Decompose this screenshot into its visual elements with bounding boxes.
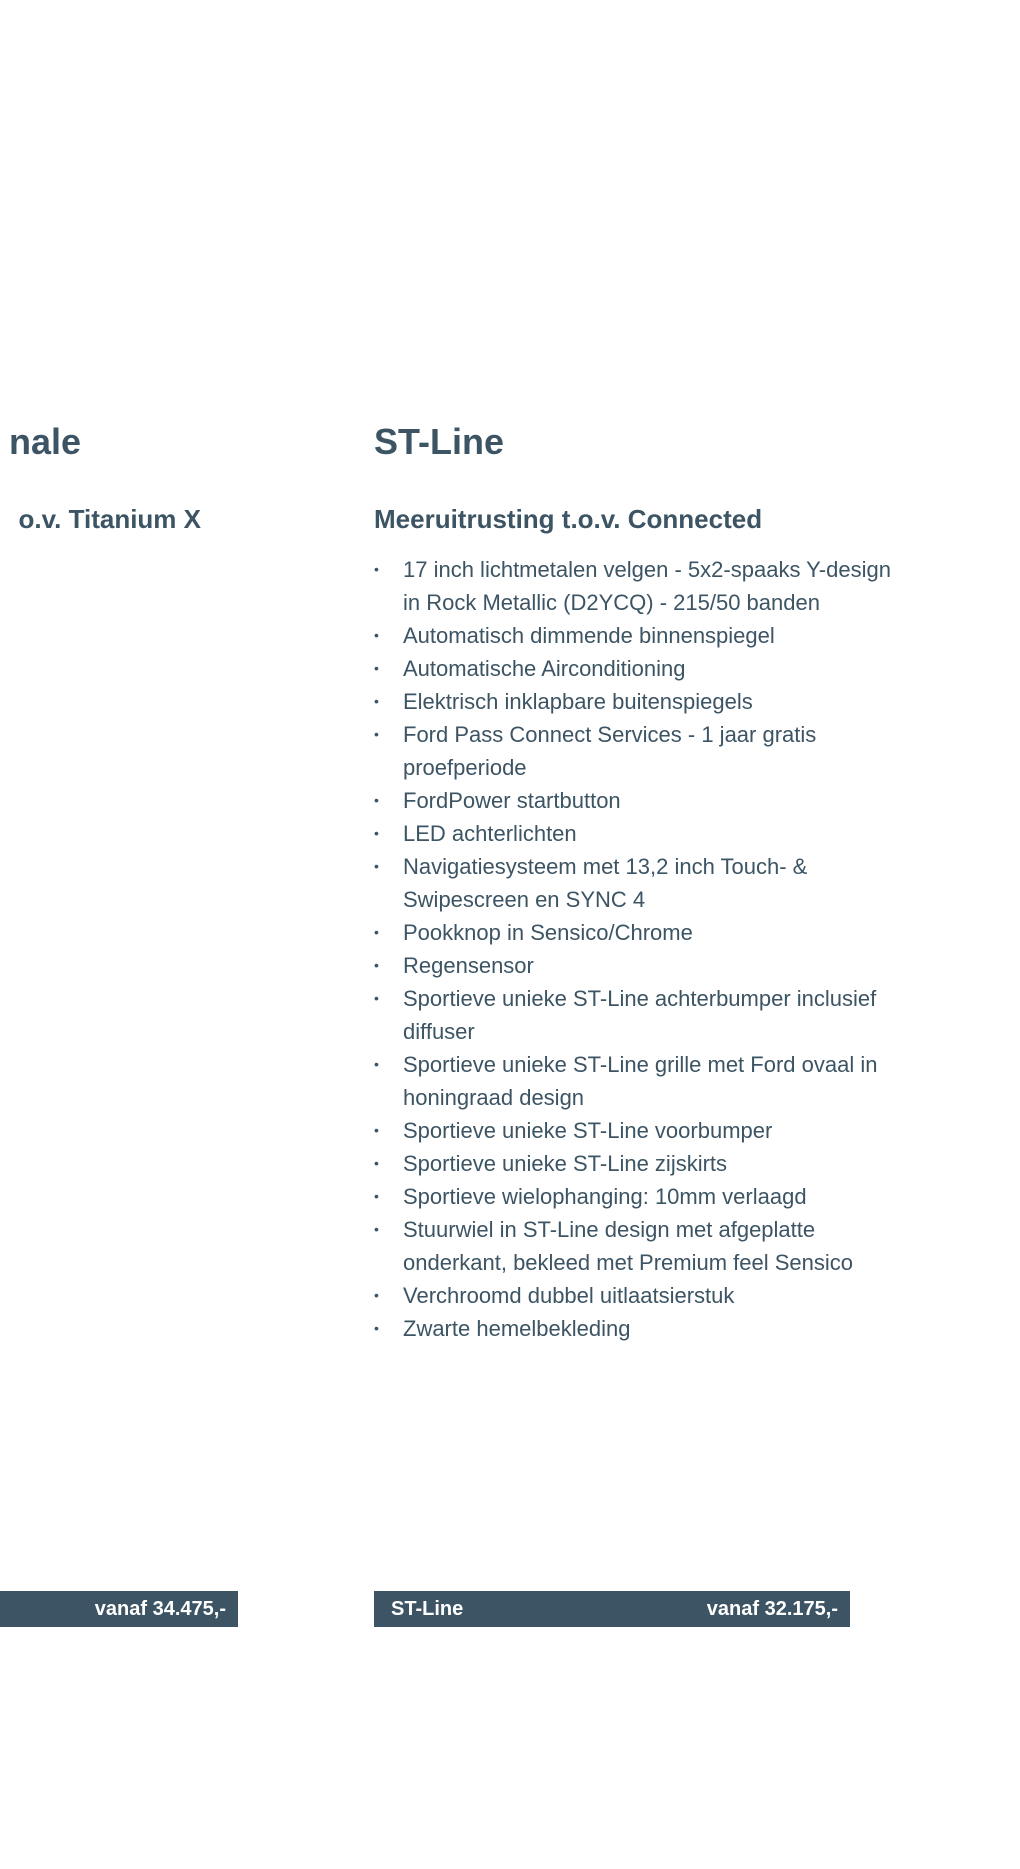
feature-item: • LED achterlichten xyxy=(374,817,894,850)
trim-title: ST-Line xyxy=(374,421,505,463)
feature-item: • Sportieve unieke ST-Line achterbumper inclusief diffuser xyxy=(374,982,894,1048)
feature-line xyxy=(0,817,290,850)
feature-item: • Automatische Airconditioning xyxy=(374,652,894,685)
feature-item: • Verchroomd dubbel uitlaatsierstuk xyxy=(374,1279,894,1312)
feature-item: • Automatisch dimmende binnenspiegel xyxy=(374,619,894,652)
feature-item: • Stuurwiel in ST-Line design met afgeplatte onderkant, bekleed met Premium feel Sensico xyxy=(374,1213,894,1279)
feature-line xyxy=(0,652,290,685)
feature-line xyxy=(0,850,290,883)
feature-line xyxy=(0,1048,290,1081)
feature-item: • Elektrisch inklapbare buitenspiegels xyxy=(374,685,894,718)
price-bar xyxy=(374,1591,850,1627)
feature-line xyxy=(0,883,290,916)
price-bar-label: ST-Line xyxy=(391,1597,464,1620)
feature-item: • FordPower startbutton xyxy=(374,784,894,817)
feature-item: • Sportieve unieke ST-Line zijskirts xyxy=(374,1147,894,1180)
trim-title: nale xyxy=(8,421,81,463)
feature-line xyxy=(0,718,290,751)
feature-line xyxy=(0,553,290,586)
feature-line xyxy=(0,916,290,949)
feature-line xyxy=(0,586,290,619)
feature-item: • Sportieve unieke ST-Line grille met Ford ovaal in honingraad design xyxy=(374,1048,894,1114)
feature-item: • Ford Pass Connect Services - 1 jaar gratis proefperiode xyxy=(374,718,894,784)
feature-line xyxy=(0,685,290,718)
feature-line xyxy=(0,784,290,817)
feature-item: • 17 inch lichtmetalen velgen - 5x2-spaaks Y-design in Rock Metallic (D2YCQ) - 215/50 banden xyxy=(374,553,894,619)
feature-item: • Regensensor xyxy=(374,949,894,982)
trim-subtitle: Meeruitrusting t.o.v. Connected xyxy=(374,503,763,534)
feature-item: • Pookknop in Sensico/Chrome xyxy=(374,916,894,949)
feature-line xyxy=(0,1081,290,1114)
feature-list xyxy=(0,553,290,1114)
price-bar xyxy=(0,1591,238,1627)
feature-item: • Sportieve wielophanging: 10mm verlaagd xyxy=(374,1180,894,1213)
feature-line xyxy=(0,982,290,1015)
feature-item: • Zwarte hemelbekleding xyxy=(374,1312,894,1345)
feature-line xyxy=(0,1015,290,1048)
feature-item: • Sportieve unieke ST-Line voorbumper xyxy=(374,1114,894,1147)
feature-list xyxy=(374,553,894,1345)
price-bar-price: vanaf 32.175,- xyxy=(706,1597,838,1620)
feature-item: • Navigatiesysteem met 13,2 inch Touch- & Swipescreen en SYNC 4 xyxy=(374,850,894,916)
feature-line xyxy=(0,949,290,982)
price-bar-price: vanaf 34.475,- xyxy=(94,1597,226,1620)
feature-line xyxy=(0,619,290,652)
feature-line xyxy=(0,751,290,784)
trim-subtitle: o.v. Titanium X xyxy=(18,503,201,534)
